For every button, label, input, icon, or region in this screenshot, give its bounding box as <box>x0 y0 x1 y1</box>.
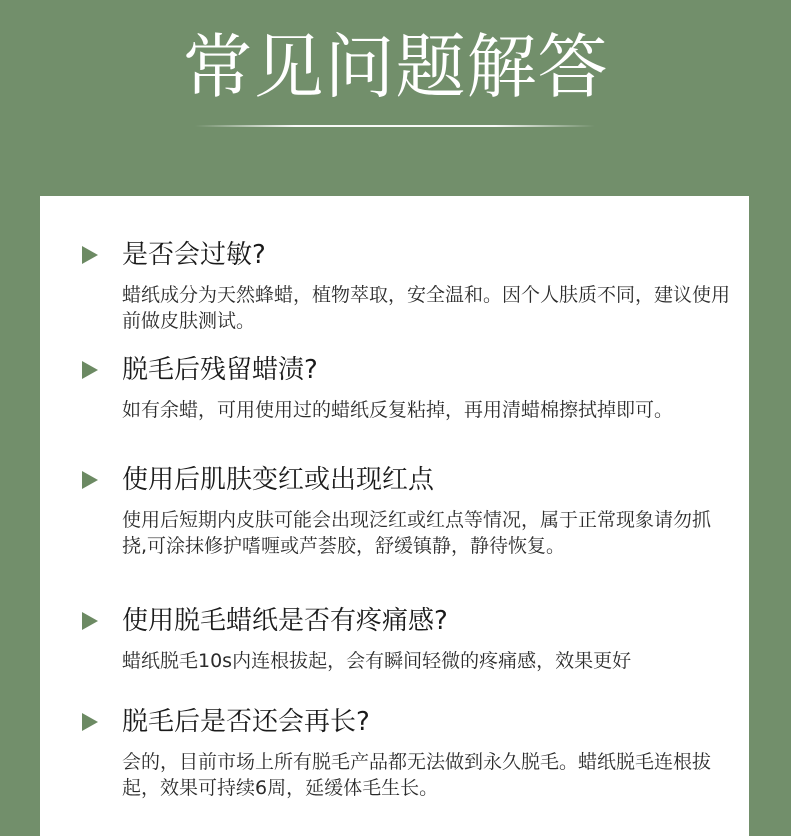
play-arrow-icon <box>82 612 98 630</box>
faq-question: 是否会过敏? <box>122 240 266 270</box>
faq-question: 使用后肌肤变红或出现红点 <box>122 465 435 495</box>
faq-answer: 蜡纸脱毛10s内连根拔起，会有瞬间轻微的疼痛感，效果更好 <box>122 650 632 672</box>
page-title: 常见问题解答 <box>182 26 609 108</box>
play-arrow-icon <box>82 713 98 731</box>
faq-answer: 如有余蜡，可用使用过的蜡纸反复粘掉，再用清蜡棉擦拭掉即可。 <box>122 399 674 421</box>
play-arrow-icon <box>82 246 98 264</box>
faq-question: 脱毛后残留蜡渍? <box>122 355 318 385</box>
faq-question: 使用脱毛蜡纸是否有疼痛感? <box>122 606 448 636</box>
play-arrow-icon <box>82 361 98 379</box>
faq-answer: 使用后短期内皮肤可能会出现泛红或红点等情况，属于正常现象请勿抓挠,可涂抹修护嗜喱或芦荟胶，舒缓镇静，静待恢复。 <box>122 509 712 557</box>
faq-answer: 会的，目前市场上所有脱毛产品都无法做到永久脱毛。蜡纸脱毛连根拔起，效果可持续6周，延缓体毛生长。 <box>122 751 712 799</box>
faq-question: 脱毛后是否还会再长? <box>122 707 370 737</box>
title-divider <box>195 125 595 127</box>
play-arrow-icon <box>82 471 98 489</box>
faq-card <box>40 196 749 836</box>
faq-answer: 蜡纸成分为天然蜂蜡，植物萃取，安全温和。因个人肤质不同，建议使用前做皮肤测试。 <box>122 284 731 332</box>
